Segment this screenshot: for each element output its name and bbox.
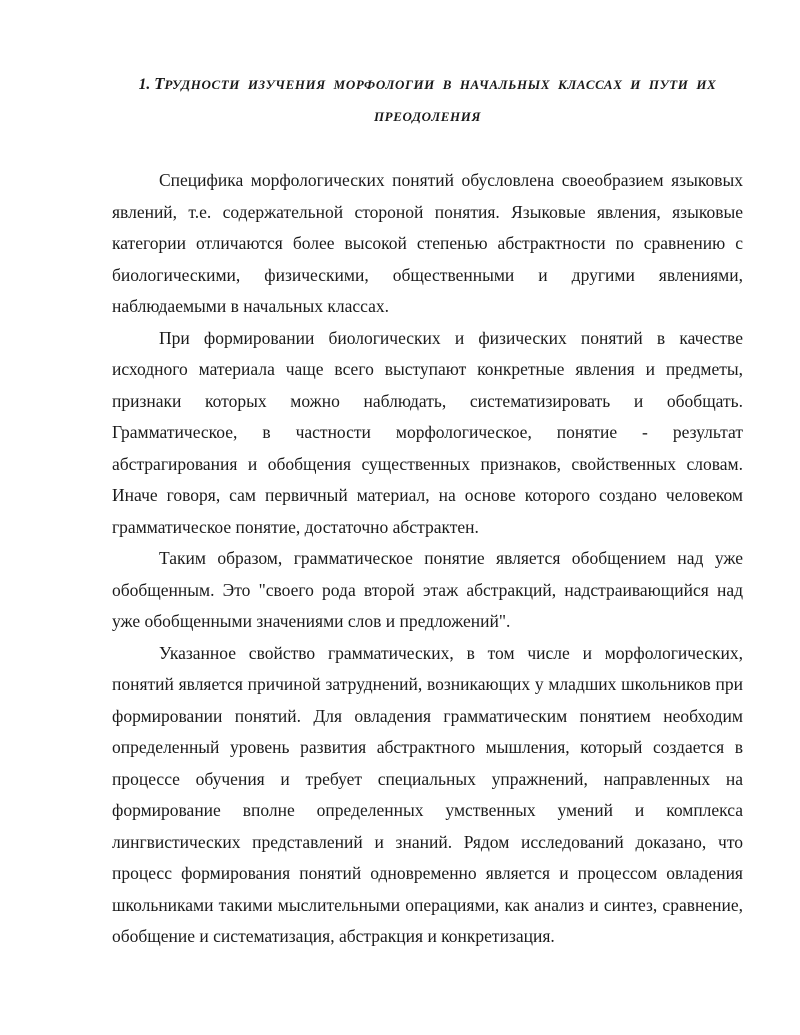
heading-line-1: РУДНОСТИ ИЗУЧЕНИЯ МОРФОЛОГИИ В НАЧАЛЬНЫХ КЛАССАХ И ПУТИ ИХ	[164, 77, 717, 92]
section-number: 1.	[138, 76, 151, 93]
paragraph-4: Указанное свойство грамматических, в том числе и морфологических, понятий является причиной затруднений, возникающих у младших школьников при формировании понятий. Для овладения грамматическим понятием необходим определенный уровень развития абстрактного мышления, который создается в процессе обучения и требует специальных упражнений, направленных на формирование вполне определенных умственных умений и комплекса лингвистических представлений и знаний. Рядом исследований доказано, что процесс формирования понятий одновременно является и процессом овладения школьниками такими мыслительными операциями, как анализ и синтез, сравнение, обобщение и систематизация, абстракция и конкретизация.	[112, 642, 743, 946]
body-text	[112, 165, 743, 953]
paragraph-1: Специфика морфологических понятий обусловлена своеобразием языковых явлений, т.е. содержательной стороной понятия. Языковые явления, языковые категории отличаются более высокой степенью абстрактности по сравнению с биологическими, физическими, общественными и другими явлениями, наблюдаемыми в начальных классах.	[112, 170, 743, 316]
section-heading	[112, 68, 743, 133]
paragraph-2: При формировании биологических и физических понятий в качестве исходного материала чаще всего выступают конкретные явления и предметы, признаки которых можно наблюдать, систематизировать и обобщать. Грамматическое, в частности морфологическое, понятие - результат абстрагирования и обобщения существенных признаков, свойственных словам. Иначе говоря, сам первичный материал, на основе которого создано человеком грамматическое понятие, достаточно абстрактен.	[112, 327, 743, 537]
heading-line-2: ПРЕОДОЛЕНИЯ	[373, 109, 482, 124]
document-page	[112, 68, 743, 953]
paragraph-3: Таким образом, грамматическое понятие является обобщением над уже обобщенным. Это "своего рода второй этаж абстракций, надстраивающийся над уже обобщенными значениями слов и предложений".	[112, 548, 743, 631]
heading-initial: Т	[154, 74, 165, 93]
